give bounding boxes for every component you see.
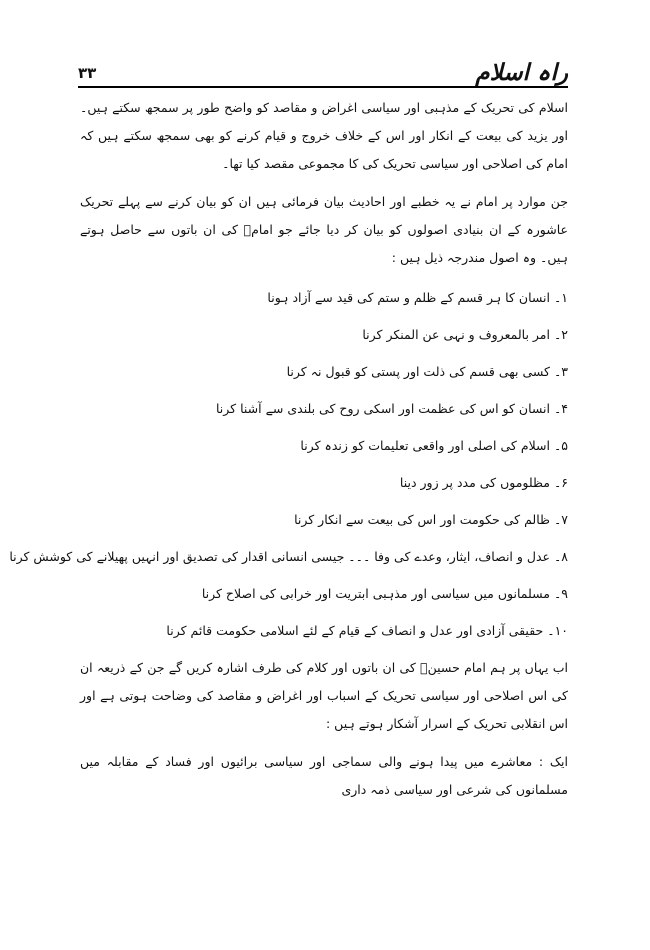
list-item: ۴۔ انسان کو اس کی عظمت اور اسکی روح کی بلندی سے آشنا کرنا: [215, 401, 568, 416]
paragraph-imam-sayings: اب یہاں پر ہم امام حسینؑ کی ان باتوں اور کلام کی طرف اشارہ کریں گے جن کے ذریعہ ان کی اس اصلاحی اور سیاسی تحریک کے اسباب اور اغراض و مقاصد کی وضاحت ہوتی ہے اور اس انقلابی تحریک کے اسرار آشکار ہوتے ہیں :: [80, 660, 568, 731]
paragraph-principles-intro: جن موارد پر امام نے یہ خطبے اور احادیث بیان فرمائی ہیں ان کو بیان کرنے سے پہلے تحریک عاشورہ کے ان بنیادی اصولوں کو بیان کر دیا جائے جو امامؑ کی ان باتوں سے حاصل ہوتے ہیں۔ وہ اصول مندرجہ ذیل ہیں :: [80, 194, 568, 265]
list-item: ۱۰۔ حقیقی آزادی اور عدل و انصاف کے قیام کے لئے اسلامی حکومت قائم کرنا: [166, 623, 568, 638]
page-number: ۳۳: [78, 64, 97, 82]
list-item: ۶۔ مظلوموں کی مدد پر زور دینا: [399, 475, 568, 490]
page-body: [9, 94, 568, 804]
list-item: ۲۔ امر بالمعروف و نہی عن المنکر کرنا: [362, 327, 568, 342]
principles-list: [9, 280, 568, 650]
list-item: ۳۔ کسی بھی قسم کی ذلت اور پستی کو قبول نہ کرنا: [286, 364, 568, 379]
list-item: ۹۔ مسلمانوں میں سیاسی اور مذہبی ابتریت اور خرابی کی اصلاح کرنا: [201, 586, 568, 601]
list-item: ۱۔ انسان کا ہر قسم کے ظلم و ستم کی قید سے آزاد ہونا: [267, 290, 568, 305]
running-title: راہ اسلام: [475, 60, 568, 86]
header-rule: [78, 86, 568, 88]
list-item: ۷۔ ظالم کی حکومت اور اس کی بیعت سے انکار کرنا: [294, 512, 568, 527]
paragraph-section-one: ایک : معاشرے میں پیدا ہونے والی سماجی اور سیاسی برائیوں اور فساد کے مقابلہ میں مسلمانوں کی شرعی اور سیاسی ذمہ داری: [80, 754, 568, 797]
list-item: ۵۔ اسلام کی اصلی اور واقعی تعلیمات کو زندہ کرنا: [300, 438, 568, 453]
paragraph-intro: اسلام کی تحریک کے مذہبی اور سیاسی اغراض و مقاصد کو واضح طور پر سمجھ سکتے ہیں۔ اور یزید کی بیعت کے انکار اور اس کے خلاف خروج و قیام کرنے کو بھی سمجھ سکتے ہیں کہ امام کی اصلاحی اور سیاسی تحریک کی کا مجموعی مقصد کیا تھا۔: [80, 100, 568, 171]
list-item: ۸۔ عدل و انصاف، ایثار، وعدے کی وفا ۔۔۔ جیسی انسانی اقدار کی تصدیق اور انہیں پھیلانے کی کوشش کرنا: [9, 549, 568, 564]
